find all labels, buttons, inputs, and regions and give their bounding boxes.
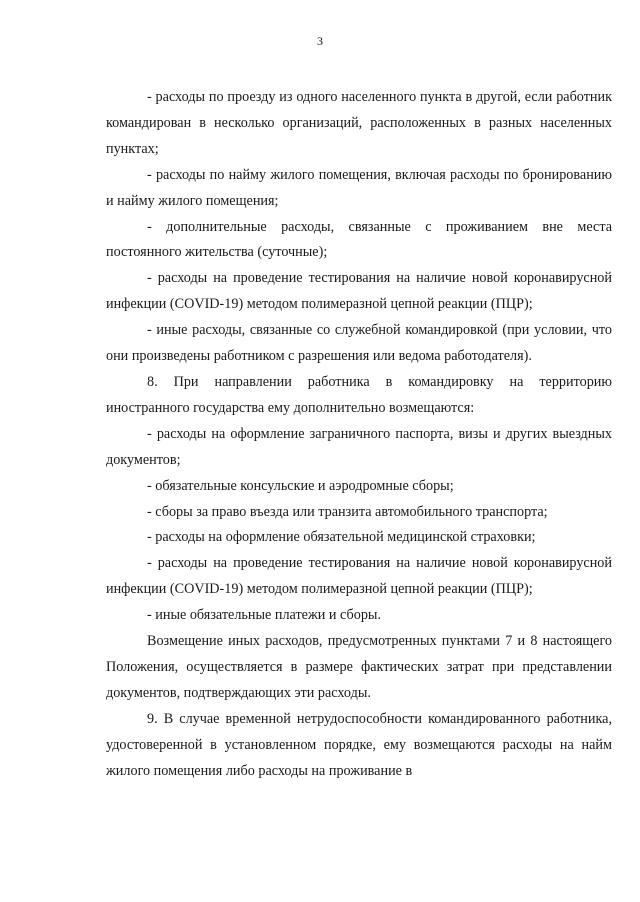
paragraph-section-9: 9. В случае временной нетрудоспособности командированного работника, удостоверенной в установленном порядке, ему возмещаются расходы на найм жилого помещения либо расходы на проживание в <box>106 710 612 779</box>
paragraph-section-8: 8. При направлении работника в командировку на территорию иностранного государства ему дополнительно возмещаются: <box>106 373 612 416</box>
document-body <box>106 85 612 784</box>
paragraph-covid-testing: - расходы на проведение тестирования на наличие новой коронавирусной инфекции (COVID-19) методом полимеразной цепной реакции (ПЦР); <box>106 270 612 313</box>
paragraph-vehicle-transit: - сборы за право въезда или транзита автомобильного транспорта; <box>147 503 548 520</box>
paragraph-per-diem: - дополнительные расходы, связанные с проживанием вне места постоянного жительства (суточные); <box>106 218 612 261</box>
page-number: 3 <box>317 34 323 48</box>
paragraph-passport-visa: - расходы на оформление заграничного паспорта, визы и других выездных документов; <box>106 425 612 468</box>
paragraph-covid-testing-abroad: - расходы на проведение тестирования на наличие новой коронавирусной инфекции (COVID-19) методом полимеразной цепной реакции (ПЦР); <box>106 555 612 598</box>
paragraph-medical-insurance: - расходы на оформление обязательной медицинской страховки; <box>147 529 536 546</box>
paragraph-reimbursement: Возмещение иных расходов, предусмотренных пунктами 7 и 8 настоящего Положения, осуществляется в размере фактических затрат при представлении документов, подтверждающих эти расходы. <box>106 633 612 701</box>
paragraph-housing-rental: - расходы по найму жилого помещения, включая расходы по бронированию и найму жилого помещения; <box>106 166 612 209</box>
paragraph-consular-fees: - обязательные консульские и аэродромные сборы; <box>147 477 454 494</box>
paragraph-travel-between-localities: - расходы по проезду из одного населенного пункта в другой, если работник командирован в несколько организаций, расположенных в разных населенных пунктах; <box>106 89 612 157</box>
paragraph-other-mandatory-fees: - иные обязательные платежи и сборы. <box>147 607 382 624</box>
paragraph-other-expenses: - иные расходы, связанные со служебной командировкой (при условии, что они произведены работником с разрешения или ведома работодателя). <box>106 322 612 365</box>
